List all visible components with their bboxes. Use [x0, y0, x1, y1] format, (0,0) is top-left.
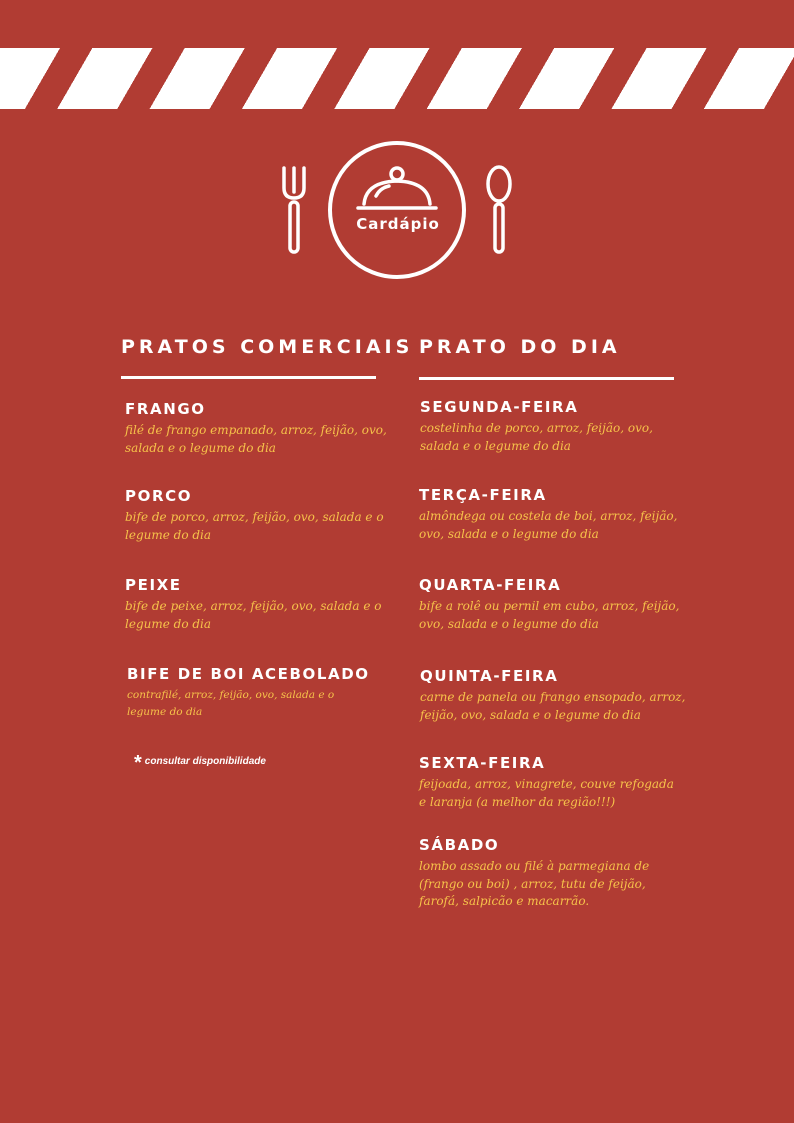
right-divider: [419, 377, 674, 380]
menu-item-sexta: [419, 754, 681, 811]
item-description: bife de peixe, arroz, feijão, ovo, salada e o legume do dia: [125, 599, 382, 631]
logo-label: Cardápio: [356, 215, 440, 233]
item-description: filé de frango empanado, arroz, feijão, ovo, salada e o legume do dia: [125, 423, 387, 455]
fork-icon: [284, 168, 304, 252]
menu-item-segunda: [420, 398, 682, 455]
menu-item-peixe: [125, 576, 387, 633]
item-description: costelinha de porco, arroz, feijão, ovo, salada e o legume do dia: [420, 421, 653, 453]
menu-item-terca: [419, 486, 681, 543]
striped-banner: [0, 48, 794, 109]
menu-item-quarta: [419, 576, 681, 633]
item-name: SEXTA-FEIRA: [419, 754, 546, 772]
item-description: contrafilé, arroz, feijão, ovo, salada e o legume do dia: [127, 689, 335, 718]
menu-logo: [278, 140, 518, 280]
menu-item-frango: [125, 400, 387, 457]
left-divider: [121, 376, 376, 379]
item-name: FRANGO: [125, 400, 206, 418]
cloche-icon: [358, 168, 436, 208]
asterisk: *: [134, 752, 142, 774]
menu-item-quinta: [420, 667, 686, 724]
item-description: bife a rolê ou pernil em cubo, arroz, feijão, ovo, salada e o legume do dia: [419, 599, 680, 631]
item-description: bife de porco, arroz, feijão, ovo, salada e o legume do dia: [125, 510, 384, 542]
prato-do-dia-title: PRATO DO DIA: [419, 336, 621, 358]
item-name: SEGUNDA-FEIRA: [420, 398, 579, 416]
menu-item-bife-de-boi: [127, 665, 370, 721]
pratos-comerciais-title: PRATOS COMERCIAIS: [121, 336, 414, 358]
availability-note: [134, 749, 266, 775]
menu-item-porco: [125, 487, 387, 544]
item-description: feijoada, arroz, vinagrete, couve refogada e laranja (a melhor da região!!!): [419, 777, 674, 809]
cutlery-cloche-icon: [278, 140, 518, 280]
item-name: BIFE DE BOI ACEBOLADO: [127, 665, 370, 683]
plate-icon: [330, 143, 464, 277]
note-text: consultar disponibilidade: [144, 756, 266, 767]
item-description: carne de panela ou frango ensopado, arroz, feijão, ovo, salada e o legume do dia: [420, 690, 686, 722]
item-name: QUINTA-FEIRA: [420, 667, 559, 685]
item-description: almôndega ou costela de boi, arroz, feijão, ovo, salada e o legume do dia: [419, 509, 678, 541]
item-name: PORCO: [125, 487, 193, 505]
item-name: SÁBADO: [419, 836, 500, 854]
spoon-icon: [488, 167, 510, 252]
item-description: lombo assado ou filé à parmegiana de (frango ou boi) , arroz, tutu de feijão, farofá, salpicão e macarrão.: [419, 859, 650, 908]
item-name: QUARTA-FEIRA: [419, 576, 562, 594]
item-name: PEIXE: [125, 576, 182, 594]
menu-item-sabado: [419, 836, 669, 911]
item-name: TERÇA-FEIRA: [419, 486, 547, 504]
